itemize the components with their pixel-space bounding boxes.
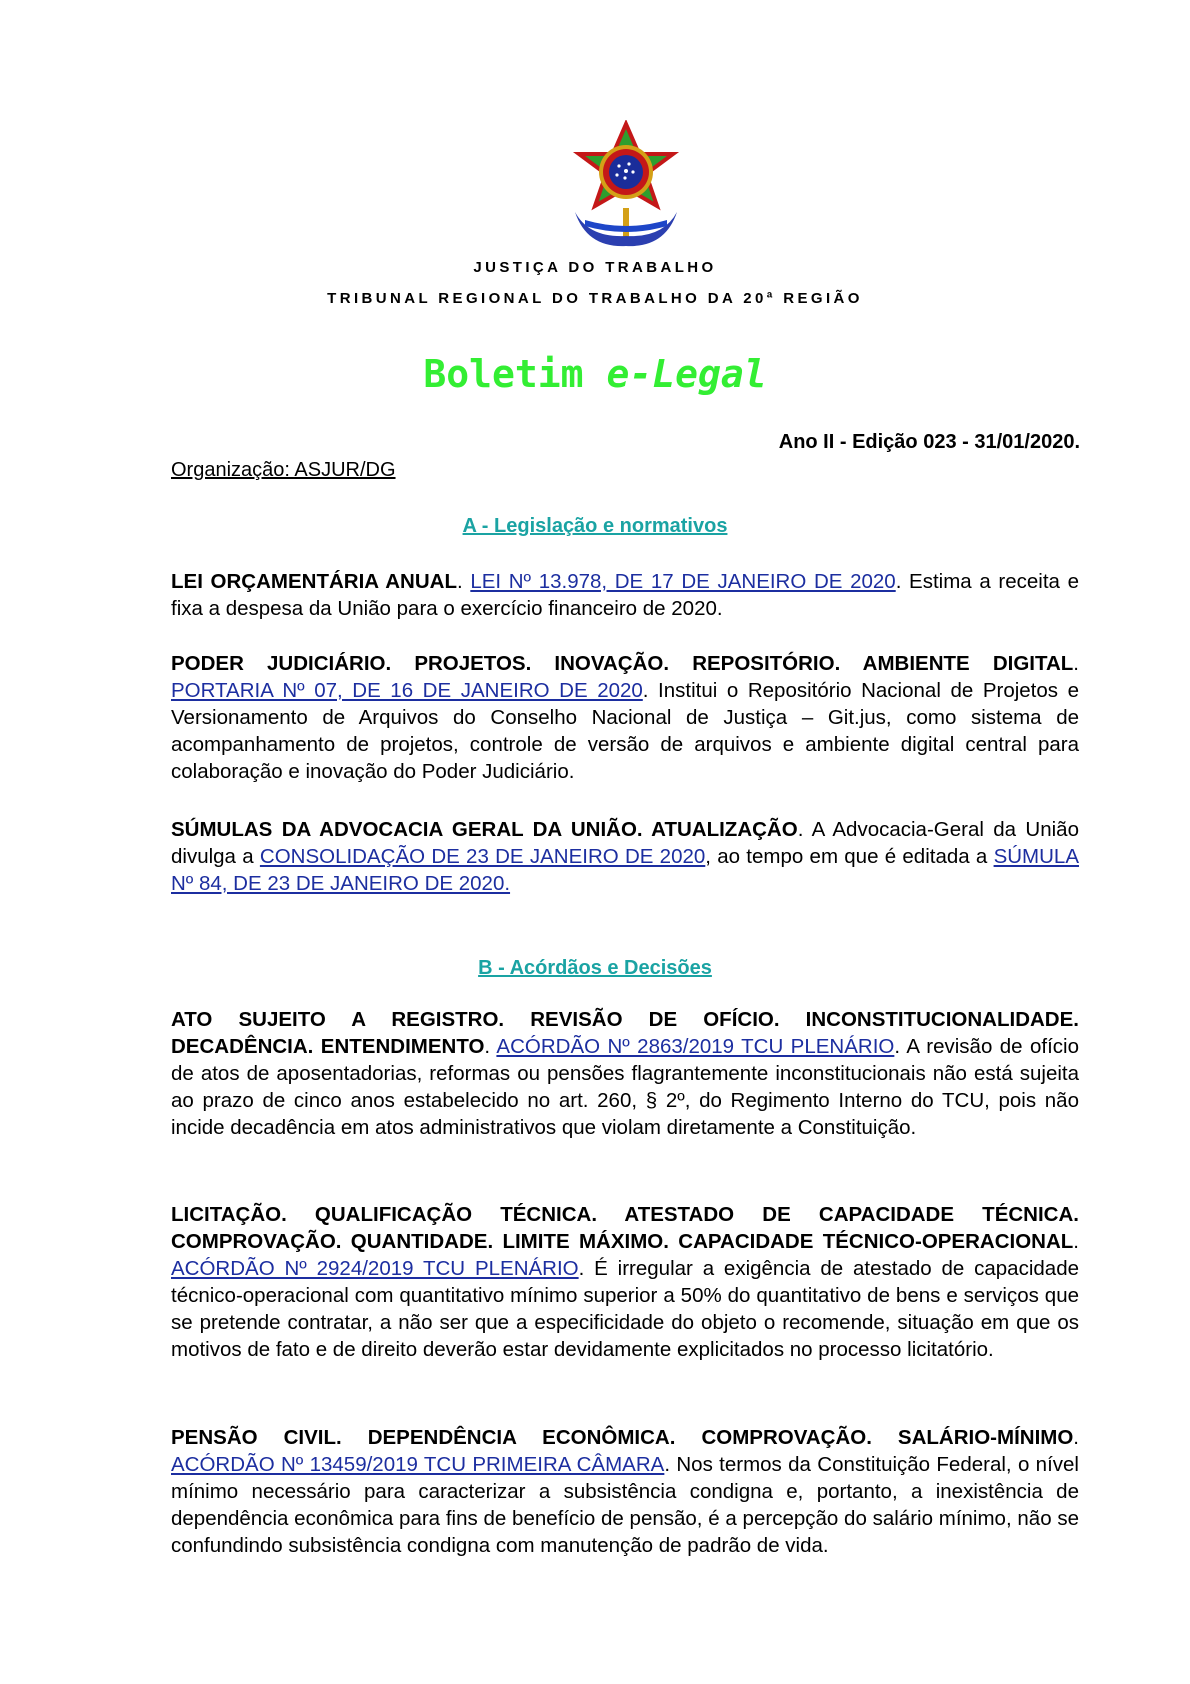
item-text: . Nos termos da Constituição Federal, o nível mínimo necessário para caracterizar a subsistência condigna e, portanto, a inexistência de dependência econômica para fins de benefício de pensão, é a percepção do salário mínimo, não se confundindo subsistência condigna com manutenção de padrão de vida.: [171, 1453, 1079, 1557]
item-keywords: LEI ORÇAMENTÁRIA ANUAL: [171, 570, 457, 593]
item-text: . Institui o Repositório Nacional de Projetos e Versionamento de Arquivos do Conselho Nacional de Justiça – Git.jus, como sistema de acompanhamento de projetos, controle de versão de arquivos e ambiente digital central para colaboração e inovação do Poder Judiciário.: [171, 679, 1079, 783]
item-text: . É irregular a exigência de atestado de capacidade técnico-operacional com quantitativo mínimo superior a 50% do quantitativo de bens e serviços que se pretende contratar, a não ser que a especificidade do objeto o recomende, situação em que os motivos de fato e de direito deverão estar devidamente explicitados no processo licitatório.: [171, 1257, 1079, 1361]
item-separator: .: [1073, 652, 1079, 675]
item-separator: . A Advocacia-Geral da União divulga a: [171, 818, 1079, 868]
decision-item: [171, 1006, 1079, 1141]
item-link[interactable]: PORTARIA Nº 07, DE 16 DE JANEIRO DE 2020: [171, 679, 643, 702]
item-keywords: PENSÃO CIVIL. DEPENDÊNCIA ECONÔMICA. COMPROVAÇÃO. SALÁRIO-MÍNIMO: [171, 1426, 1074, 1449]
bulletin-title-italic: e-Legal: [606, 352, 767, 396]
organization: Organização: ASJUR/DG: [171, 459, 396, 481]
section-heading-a: A - Legislação e normativos: [462, 515, 728, 537]
item-separator: .: [456, 570, 471, 593]
legislation-item: [171, 568, 1079, 622]
item-keywords: PODER JUDICIÁRIO. PROJETOS. INOVAÇÃO. REPOSITÓRIO. AMBIENTE DIGITAL: [171, 652, 1074, 675]
item-link[interactable]: ACÓRDÃO Nº 2863/2019 TCU PLENÁRIO: [496, 1035, 895, 1058]
item-link[interactable]: LEI Nº 13.978, DE 17 DE JANEIRO DE 2020: [470, 570, 896, 593]
item-separator: .: [1073, 1230, 1079, 1253]
item-separator: .: [484, 1035, 497, 1058]
legislation-item: [171, 816, 1079, 897]
section-heading-b: B - Acórdãos e Decisões: [478, 957, 712, 979]
bulletin-title-prefix: Boletim: [423, 352, 607, 396]
item-link[interactable]: ACÓRDÃO Nº 2924/2019 TCU PLENÁRIO: [171, 1257, 579, 1280]
court-header-line2: TRIBUNAL REGIONAL DO TRABALHO DA 20ª REGIÃO: [327, 290, 863, 307]
edition-info: Ano II - Edição 023 - 31/01/2020.: [778, 431, 1080, 453]
brazil-coat-of-arms-icon: [567, 120, 685, 250]
item-keywords: LICITAÇÃO. QUALIFICAÇÃO TÉCNICA. ATESTADO DE CAPACIDADE TÉCNICA. COMPROVAÇÃO. QUANTIDADE. LIMITE MÁXIMO. CAPACIDADE TÉCNICO-OPERACIONAL: [171, 1203, 1079, 1253]
item-link-secondary[interactable]: SÚMULA Nº 84, DE 23 DE JANEIRO DE 2020.: [171, 845, 1080, 895]
item-keywords: SÚMULAS DA ADVOCACIA GERAL DA UNIÃO. ATUALIZAÇÃO: [171, 818, 798, 841]
item-separator: .: [1073, 1426, 1079, 1449]
item-text: . A revisão de ofício de atos de aposentadorias, reformas ou pensões flagrantemente inconstitucionais não está sujeita ao prazo de cinco anos estabelecido no art. 260, § 2º, do Regimento Interno do TCU, pois não incide decadência em atos administrativos que violam diretamente a Constituição.: [171, 1035, 1079, 1139]
item-text: . Estima a receita e fixa a despesa da União para o exercício financeiro de 2020.: [171, 570, 1079, 620]
court-header-line1: JUSTIÇA DO TRABALHO: [473, 259, 717, 276]
item-keywords: ATO SUJEITO A REGISTRO. REVISÃO DE OFÍCIO. INCONSTITUCIONALIDADE. DECADÊNCIA. ENTENDIMENTO: [171, 1008, 1079, 1058]
item-text: , ao tempo em que é editada a: [705, 845, 994, 868]
decision-item: [171, 1201, 1079, 1363]
item-link[interactable]: CONSOLIDAÇÃO DE 23 DE JANEIRO DE 2020: [259, 845, 706, 868]
item-link[interactable]: ACÓRDÃO Nº 13459/2019 TCU PRIMEIRA CÂMARA: [171, 1453, 665, 1476]
bulletin-title: [0, 352, 1190, 396]
legislation-item: [171, 650, 1079, 785]
decision-item: [171, 1424, 1079, 1559]
